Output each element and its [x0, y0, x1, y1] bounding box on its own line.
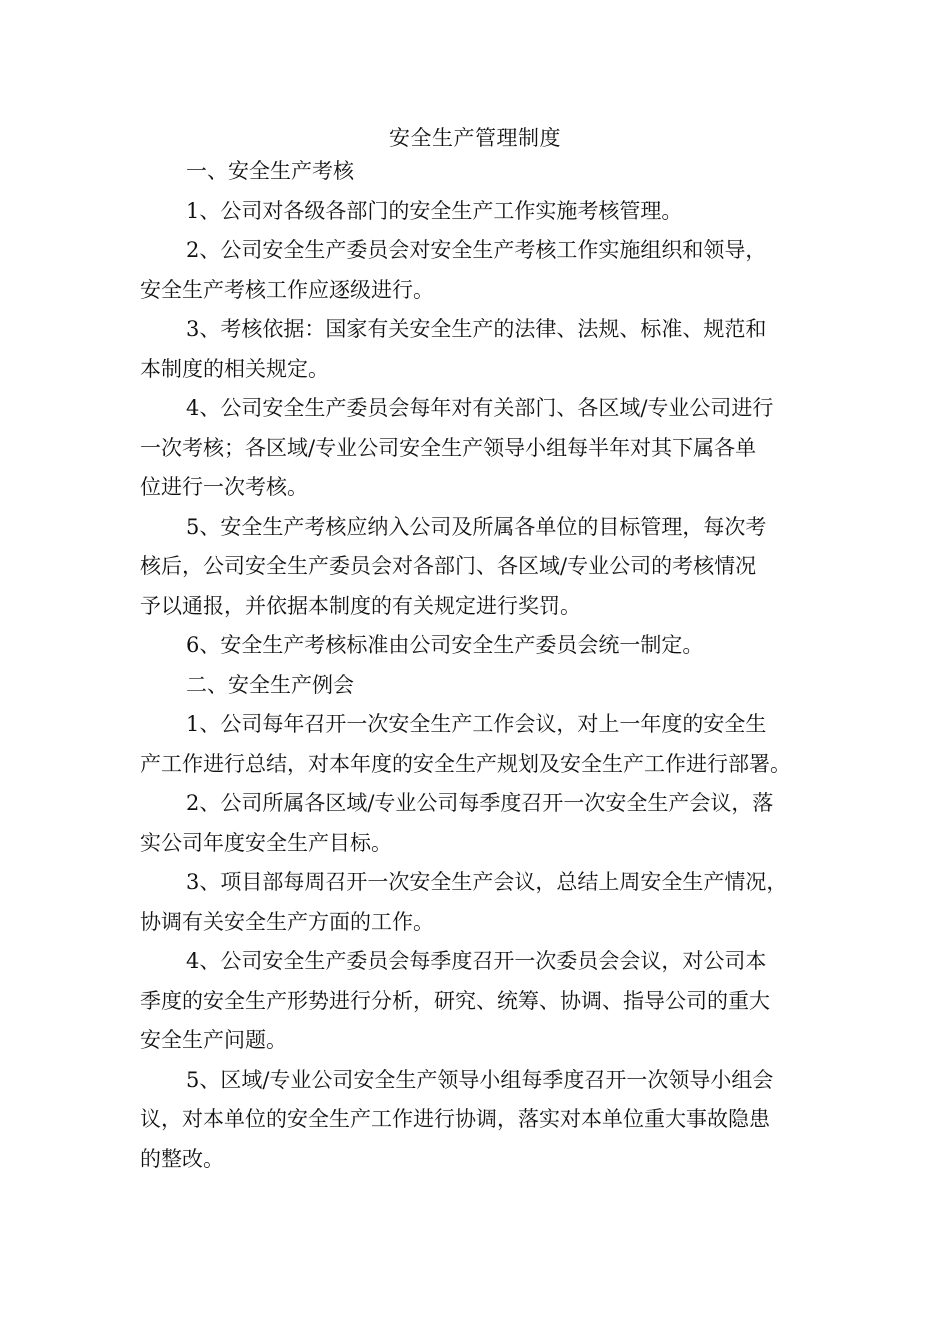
paragraph-line: 5、区域/专业公司安全生产领导小组每季度召开一次领导小组会 [186, 1067, 774, 1092]
paragraph [140, 310, 830, 389]
paragraph-line: 3、项目部每周召开一次安全生产会议，总结上周安全生产情况， [186, 870, 788, 894]
paragraph-line: 2、公司所属各区域/专业公司每季度召开一次安全生产会议，落 [186, 791, 774, 815]
paragraph [140, 942, 830, 1061]
paragraph-line: 二、安全生产例会 [186, 672, 354, 697]
paragraph-line: 6、安全生产考核标准由公司安全生产委员会统一制定。 [186, 633, 704, 657]
paragraph-line: 3、考核依据：国家有关安全生产的法律、法规、标准、规范和 [186, 317, 767, 341]
paragraph-line: 产工作进行总结，对本年度的安全生产规划及安全生产工作进行部署。 [140, 751, 791, 776]
paragraph [140, 389, 830, 508]
paragraph-line: 一、安全生产考核 [186, 159, 354, 183]
document-title: 安全生产管理制度 [389, 126, 561, 150]
paragraph-line: 的整改。 [140, 1146, 224, 1171]
paragraph [140, 705, 830, 784]
paragraph-line: 4、公司安全生产委员会每季度召开一次委员会会议，对公司本 [186, 949, 767, 973]
paragraph-line: 位进行一次考核。 [140, 475, 308, 499]
paragraph-line: 一次考核；各区域/专业公司安全生产领导小组每半年对其下属各单 [140, 435, 757, 460]
paragraph-line: 议，对本单位的安全生产工作进行协调，落实对本单位重大事故隐患 [140, 1107, 770, 1131]
paragraph [140, 863, 830, 942]
paragraph [140, 231, 830, 310]
paragraph-line: 4、公司安全生产委员会每年对有关部门、各区域/专业公司进行 [186, 396, 774, 420]
paragraph-line: 予以通报，并依据本制度的有关规定进行奖罚。 [140, 593, 581, 618]
paragraph [140, 626, 830, 666]
paragraph-line: 安全生产问题。 [140, 1028, 287, 1052]
paragraph-line: 核后，公司安全生产委员会对各部门、各区域/专业公司的考核情况 [140, 554, 757, 578]
paragraph-line: 1、公司每年召开一次安全生产工作会议，对上一年度的安全生 [186, 712, 767, 736]
paragraph [140, 784, 830, 863]
paragraph-line: 2、公司安全生产委员会对安全生产考核工作实施组织和领导， [186, 238, 767, 262]
paragraph [140, 508, 830, 627]
paragraph-line: 本制度的相关规定。 [140, 356, 329, 381]
paragraph-line: 5、安全生产考核应纳入公司及所属各单位的目标管理，每次考 [186, 514, 767, 539]
paragraph-line: 实公司年度安全生产目标。 [140, 830, 392, 855]
paragraph [140, 666, 830, 706]
document-body [140, 152, 830, 1179]
paragraph-line: 协调有关安全生产方面的工作。 [140, 909, 434, 934]
paragraph-line: 1、公司对各级各部门的安全生产工作实施考核管理。 [186, 198, 683, 223]
paragraph [140, 152, 830, 192]
paragraph [140, 1061, 830, 1180]
paragraph [140, 192, 830, 232]
paragraph-line: 安全生产考核工作应逐级进行。 [140, 277, 434, 302]
paragraph-line: 季度的安全生产形势进行分析，研究、统筹、协调、指导公司的重大 [140, 988, 770, 1013]
